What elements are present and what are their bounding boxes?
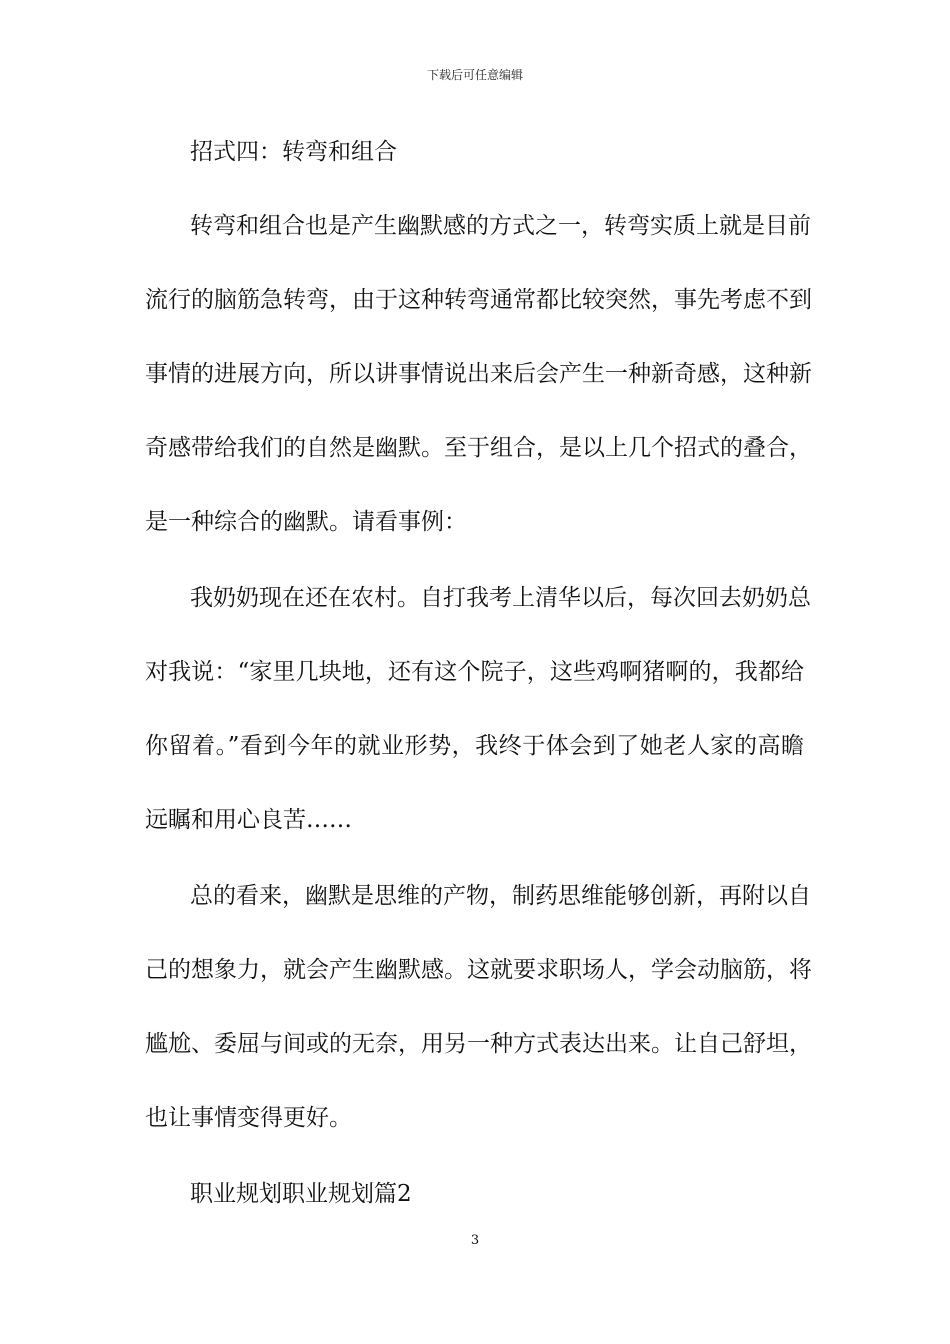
paragraph-1-line-5: 是一种综合的幽默。请看事例： <box>145 509 467 535</box>
paragraph-2-line-2: 对我说：“家里几块地，还有这个院子，这些鸡啊猪啊的，我都给 <box>145 659 804 685</box>
section-title: 职业规划职业规划篇2 <box>190 1181 412 1207</box>
paragraph-3-line-2: 己的想象力，就会产生幽默感。这就要求职场人，学会动脑筋，将 <box>145 957 812 983</box>
section-heading: 招式四：转弯和组合 <box>190 139 397 165</box>
paragraph-1-line-1: 转弯和组合也是产生幽默感的方式之一，转弯实质上就是目前 <box>190 213 811 239</box>
paragraph-1-line-2: 流行的脑筋急转弯，由于这种转弯通常都比较突然，事先考虑不到 <box>145 287 812 313</box>
paragraph-2-line-4: 远瞩和用心良苦…… <box>145 807 352 833</box>
paragraph-3-line-4: 也让事情变得更好。 <box>145 1105 352 1131</box>
paragraph-1-line-4: 奇感带给我们的自然是幽默。至于组合，是以上几个招式的叠合， <box>145 435 812 461</box>
paragraph-3-line-3: 尴尬、委屈与间或的无奈，用另一种方式表达出来。让自己舒坦， <box>145 1031 812 1057</box>
paragraph-2-line-3: 你留着。”看到今年的就业形势，我终于体会到了她老人家的高瞻 <box>145 733 804 759</box>
paragraph-3-line-1: 总的看来，幽默是思维的产物，制药思维能够创新，再附以自 <box>190 883 811 909</box>
paragraph-2-line-1: 我奶奶现在还在农村。自打我考上清华以后，每次回去奶奶总 <box>190 585 811 611</box>
page-number: 3 <box>470 1233 480 1248</box>
paragraph-1-line-3: 事情的进展方向，所以讲事情说出来后会产生一种新奇感，这种新 <box>145 361 812 387</box>
page-header: 下载后可任意编辑 <box>426 68 523 82</box>
